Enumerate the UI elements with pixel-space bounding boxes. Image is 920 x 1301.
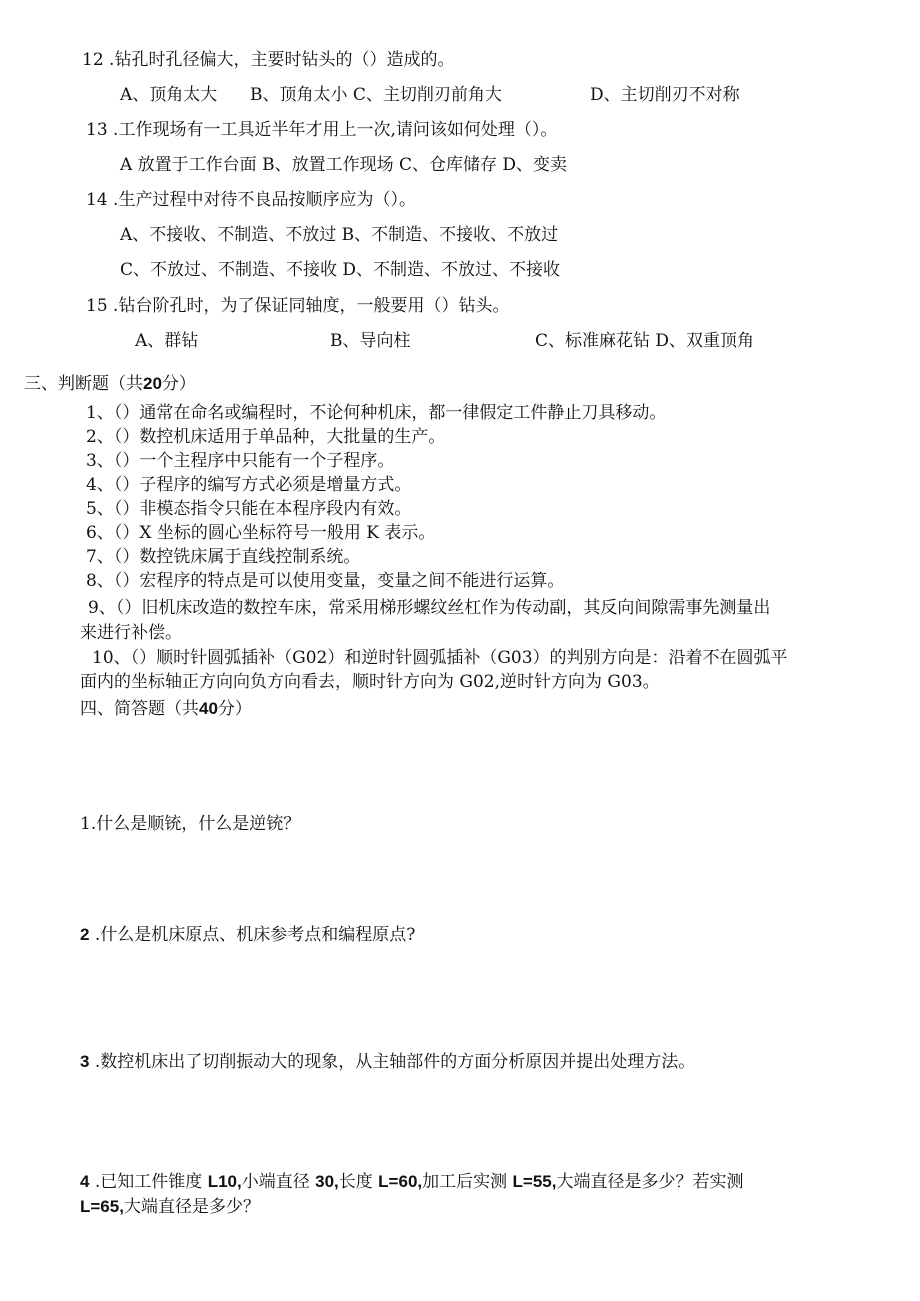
question-15-stem: 15 .钻台阶孔时，为了保证同轴度，一般要用（）钻头。 <box>86 296 510 316</box>
q4-text-1: .已知工件锥度 <box>89 1172 208 1192</box>
short-question-2-number: 2 <box>80 925 90 944</box>
q4-taper-value: L10, <box>207 1172 242 1191</box>
q4-text-4: 加工后实测 <box>422 1172 513 1192</box>
judge-item-1: 1、（）通常在命名或编程时，不论何种机床，都一律假定工件静止刀具移动。 <box>86 403 667 423</box>
short-heading-score: 40 <box>199 699 218 718</box>
q4-measured-length-2: L=65, <box>80 1197 124 1216</box>
judge-item-2: 2、（）数控机床适用于单品种，大批量的生产。 <box>86 427 446 447</box>
question-14-options-1: A、不接收、不制造、不放过 B、不制造、不接收、不放过 <box>120 225 559 245</box>
judge-item-3: 3、（）一个主程序中只能有一个子程序。 <box>86 451 395 471</box>
short-question-3-text: .数控机床出了切削振动大的现象，从主轴部件的方面分析原因并提出处理方法。 <box>89 1052 696 1072</box>
question-13-stem: 13 .工作现场有一工具近半年才用上一次,请问该如何处理（）。 <box>86 120 558 140</box>
short-heading-suffix: 分） <box>217 699 252 719</box>
judge-heading-score: 20 <box>143 374 162 393</box>
judge-heading-suffix: 分） <box>161 374 196 394</box>
judge-item-7: 7、（）数控铣床属于直线控制系统。 <box>86 547 361 567</box>
short-question-1: 1.什么是顺铳，什么是逆铳？ <box>80 814 301 834</box>
short-section-heading <box>80 698 252 720</box>
question-12-option-d: D、主切削刃不对称 <box>590 85 740 105</box>
judge-item-10-line-1: 10、（）顺时针圆弧插补（G02）和逆时针圆弧插补（G03）的判别方向是：沿着不在圆弧平 <box>92 648 788 668</box>
q4-small-diameter: 30, <box>315 1172 339 1191</box>
q4-text-2: 小端直径 <box>241 1172 316 1192</box>
judge-item-9-line-1: 9、（）旧机床改造的数控车床，常采用梯形螺纹丝杠作为传动副，其反向间隙需事先测量出 <box>88 598 771 618</box>
question-15-option-b: B、导向柱 <box>330 331 411 351</box>
q4-text-6: 大端直径是多少？ <box>123 1197 260 1217</box>
q4-text-5: 大端直径是多少？若实测 <box>556 1172 744 1192</box>
question-12-stem: 12 .钻孔时孔径偏大，主要时钻头的（）造成的。 <box>82 50 455 70</box>
q4-length: L=60, <box>378 1172 423 1191</box>
short-question-4-line-2 <box>80 1196 260 1218</box>
short-question-3-number: 3 <box>80 1052 90 1071</box>
question-14-stem: 14 .生产过程中对待不良品按顺序应为（）。 <box>86 190 416 210</box>
judge-item-6: 6、（）X 坐标的圆心坐标符号一般用 K 表示。 <box>86 523 436 543</box>
judge-section-heading <box>24 373 196 395</box>
question-15-option-a: A、群钻 <box>135 331 199 351</box>
question-13-options: A 放置于工作台面 B、放置工作现场 C、仓库储存 D、变卖 <box>120 155 568 175</box>
judge-item-10-line-2: 面内的坐标轴正方向向负方向看去，顺时针方向为 G02,逆时针方向为 G03。 <box>80 672 660 692</box>
judge-item-4: 4、（）子程序的编写方式必须是增量方式。 <box>86 475 412 495</box>
question-14-options-2: C、不放过、不制造、不接收 D、不制造、不放过、不接收 <box>120 260 561 280</box>
question-12-option-bc: B、顶角太小 C、主切削刃前角大 <box>250 85 502 105</box>
short-question-2-text: .什么是机床原点、机床参考点和编程原点? <box>89 925 416 945</box>
question-15-option-cd: C、标准麻花钻 D、双重顶角 <box>535 331 755 351</box>
judge-item-8: 8、（）宏程序的特点是可以使用变量，变量之间不能进行运算。 <box>86 571 565 591</box>
judge-item-9-line-2: 来进行补偿。 <box>80 623 182 643</box>
short-question-3 <box>80 1051 695 1073</box>
short-question-4-line-1 <box>80 1171 743 1193</box>
short-question-2 <box>80 924 415 946</box>
short-heading-prefix: 四、简答题（共 <box>80 699 199 719</box>
judge-heading-prefix: 三、判断题（共 <box>24 374 143 394</box>
short-question-4-number: 4 <box>80 1172 90 1191</box>
question-12-option-a: A、顶角太大 <box>120 85 218 105</box>
q4-measured-length: L=55, <box>512 1172 557 1191</box>
judge-item-5: 5、（）非模态指令只能在本程序段内有效。 <box>86 499 412 519</box>
q4-text-3: 长度 <box>338 1172 379 1192</box>
